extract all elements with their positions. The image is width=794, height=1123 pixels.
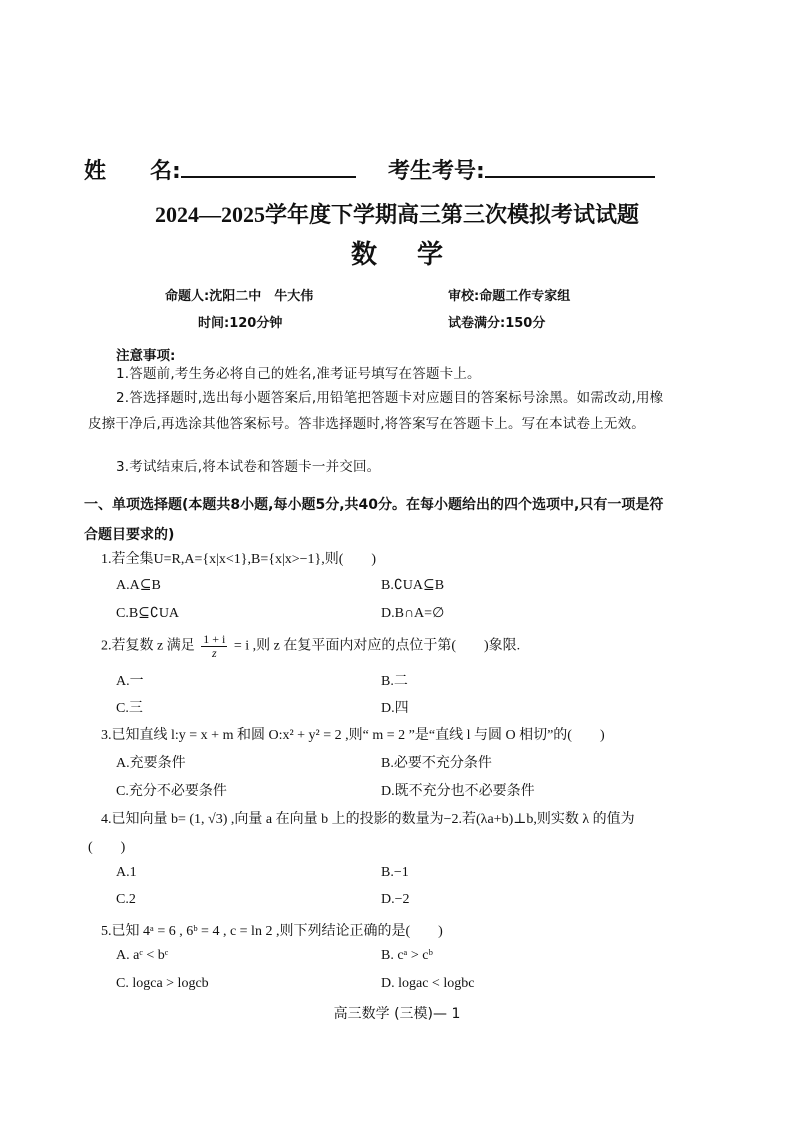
question-1: 1.若全集U=R,A={x|x<1},B={x|x>−1},则( ): [101, 552, 377, 567]
id-field: [388, 154, 655, 185]
q2-option-d: D.四: [381, 701, 409, 716]
q2-stem-post: = i ,则 z 在复平面内对应的点位于第( )象限.: [233, 638, 521, 654]
q3-option-a: A.充要条件: [116, 756, 186, 771]
note-1: 1.答题前,考生务必将自己的姓名,准考证号填写在答题卡上。: [116, 366, 481, 382]
q1-option-a: A.A⊆B: [116, 578, 161, 593]
q2-option-a: A.一: [116, 674, 144, 689]
q5-option-c: C. logca > logcb: [116, 976, 209, 991]
exam-title: 2024—2025学年度下学期高三第三次模拟考试试题: [154, 202, 639, 227]
question-4: 4.已知向量 b= (1, √3) ,向量 a 在向量 b 上的投影的数量为−2.若(λa+b)⊥b,则实数 λ 的值为: [101, 812, 635, 827]
q5-option-d: D. logac < logbc: [381, 976, 475, 991]
q2-option-b: B.二: [381, 674, 408, 689]
name-field: [84, 154, 356, 185]
id-label: 考生考号:: [388, 159, 485, 184]
q1-option-d: D.B∩A=∅: [381, 606, 445, 621]
question-3: 3.已知直线 l:y = x + m 和圆 O:x² + y² = 2 ,则“ m = 2 ”是“直线 l 与圆 O 相切”的( ): [101, 728, 605, 743]
name-blank: [181, 156, 356, 178]
author: 命题人:沈阳二中 牛大伟: [165, 289, 314, 304]
q5-option-b: B. cᵃ > cᵇ: [381, 948, 433, 963]
q1-option-b: B.∁UA⊆B: [381, 578, 445, 593]
question-5: 5.已知 4ᵃ = 6 , 6ᵇ = 4 , c = ln 2 ,则下列结论正确的是( ): [101, 924, 443, 939]
q2-fraction: [201, 633, 227, 660]
note-3: 3.考试结束后,将本试卷和答题卡一并交回。: [116, 459, 381, 475]
section-heading: 一、单项选择题(本题共8小题,每小题5分,共40分。在每小题给出的四个选项中,只有一项是符合题目要求的): [84, 497, 664, 543]
reviewer: 审校:命题工作专家组: [448, 289, 571, 304]
q2-stem-pre: 2.若复数 z 满足: [101, 638, 195, 654]
name-label: 姓 名:: [84, 159, 181, 184]
page-footer: 高三数学 (三模)— 1: [333, 1006, 461, 1022]
id-blank: [485, 156, 655, 178]
notes-heading: 注意事项:: [116, 348, 176, 364]
q4-option-c: C.2: [116, 892, 136, 907]
time-limit: 时间:120分钟: [198, 316, 283, 331]
question-4-cont: ( ): [88, 840, 126, 855]
q4-option-b: B.−1: [381, 865, 409, 880]
q5-option-a: A. aᶜ < bᶜ: [116, 948, 169, 963]
q2-option-c: C.三: [116, 701, 143, 716]
q4-option-a: A.1: [116, 865, 137, 880]
q4-option-d: D.−2: [381, 892, 410, 907]
question-2: [101, 633, 520, 660]
q1-option-c: C.B⊆∁UA: [116, 606, 180, 621]
q3-option-d: D.既不充分也不必要条件: [381, 784, 535, 799]
q3-option-c: C.充分不必要条件: [116, 784, 227, 799]
q2-frac-num: 1 + i: [203, 632, 226, 646]
full-score: 试卷满分:150分: [448, 316, 546, 331]
note-2: 2.答选择题时,选出每小题答案后,用铅笔把答题卡对应题目的答案标号涂黑。如需改动,用橡皮擦干净后,再选涂其他答案标号。答非选择题时,将答案写在答题卡上。写在本试卷上无效。: [88, 390, 664, 432]
subject-title: 数学: [350, 240, 483, 270]
q3-option-b: B.必要不充分条件: [381, 756, 492, 771]
q2-frac-den: z: [211, 646, 217, 660]
